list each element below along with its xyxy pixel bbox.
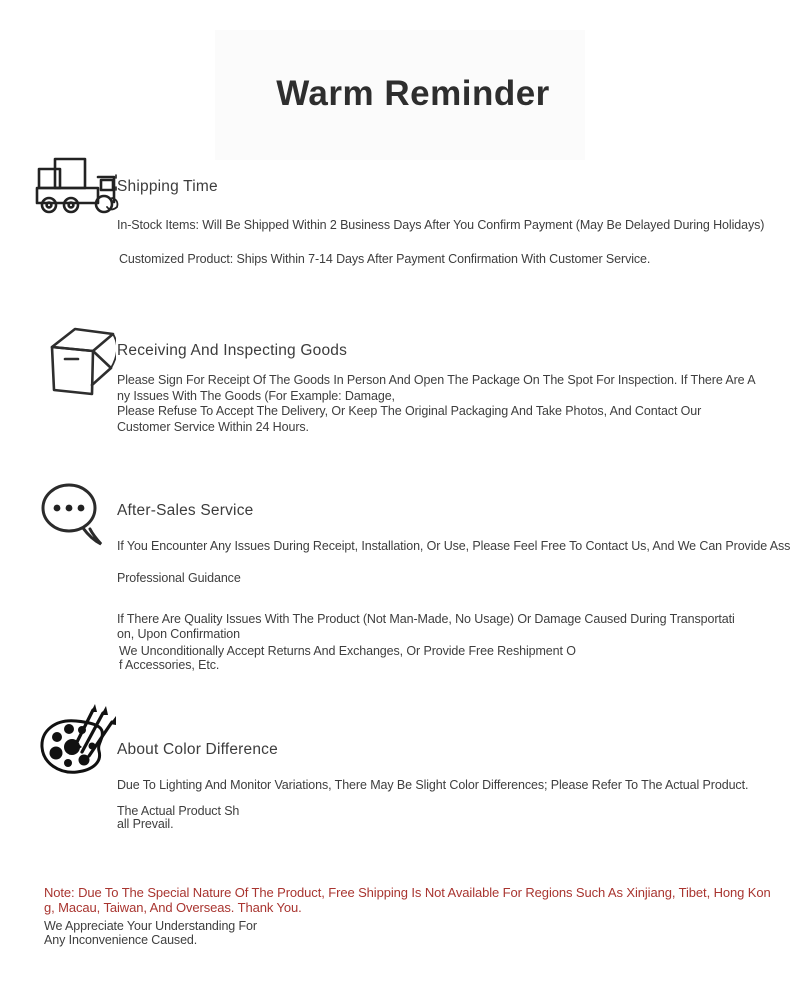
section-heading-color-difference: About Color Difference	[117, 741, 278, 758]
text-line: The Actual Product Sh	[117, 804, 240, 818]
text-line: We Appreciate Your Understanding For	[44, 919, 257, 933]
text-line: If There Are Quality Issues With The Product (Not Man-Made, No Usage) Or Damage Caused During Transportati	[117, 612, 735, 626]
color-difference-paragraph	[117, 805, 239, 830]
text-line: ny Issues With The Goods (For Example: Damage,	[117, 388, 395, 403]
page-title: Warm Reminder	[276, 74, 550, 113]
color-difference-line: Due To Lighting And Monitor Variations, There May Be Slight Color Differences; Please Refer To The Actual Product.	[117, 778, 749, 792]
text-line: We Unconditionally Accept Returns And Exchanges, Or Provide Free Reshipment O	[119, 644, 576, 658]
after-sales-paragraph	[119, 644, 576, 672]
palette-icon	[36, 700, 118, 778]
section-heading-after-sales: After-Sales Service	[117, 502, 254, 519]
text-line: f Accessories, Etc.	[119, 658, 220, 672]
text-line: Please Sign For Receipt Of The Goods In Person And Open The Package On The Spot For Inspection. If There Are A	[117, 373, 756, 387]
after-sales-line: Professional Guidance	[117, 571, 241, 585]
receiving-goods-paragraph	[117, 373, 755, 435]
text-line: on, Upon Confirmation	[117, 627, 240, 641]
text-line: Any Inconvenience Caused.	[44, 933, 198, 948]
footer-note-red	[44, 886, 771, 916]
shipping-time-line: Customized Product: Ships Within 7-14 Days After Payment Confirmation With Customer Service.	[119, 252, 651, 266]
after-sales-line: If You Encounter Any Issues During Receipt, Installation, Or Use, Please Feel Free To Contact Us, And We Can Provide Ass	[117, 539, 790, 553]
text-line: all Prevail.	[117, 816, 174, 831]
truck-icon	[28, 153, 122, 215]
text-line: Note: Due To The Special Nature Of The Product, Free Shipping Is Not Available For Regions Such As Xinjiang, Tibet, Hong Kon	[44, 885, 771, 900]
section-heading-receiving-goods: Receiving And Inspecting Goods	[117, 342, 348, 359]
box-icon	[42, 322, 116, 400]
section-heading-shipping-time: Shipping Time	[117, 178, 218, 195]
text-line: Please Refuse To Accept The Delivery, Or Keep The Original Packaging And Take Photos, And Contact Our	[117, 404, 702, 419]
text-line: g, Macau, Taiwan, And Overseas. Thank You.	[44, 899, 302, 915]
chat-bubble-icon	[38, 480, 104, 550]
after-sales-paragraph	[117, 612, 735, 642]
footer-note-dark	[44, 919, 257, 948]
shipping-time-line: In-Stock Items: Will Be Shipped Within 2 Business Days After You Confirm Payment (May Be Delayed During Holidays)	[117, 218, 765, 232]
text-line: Customer Service Within 24 Hours.	[117, 419, 309, 434]
